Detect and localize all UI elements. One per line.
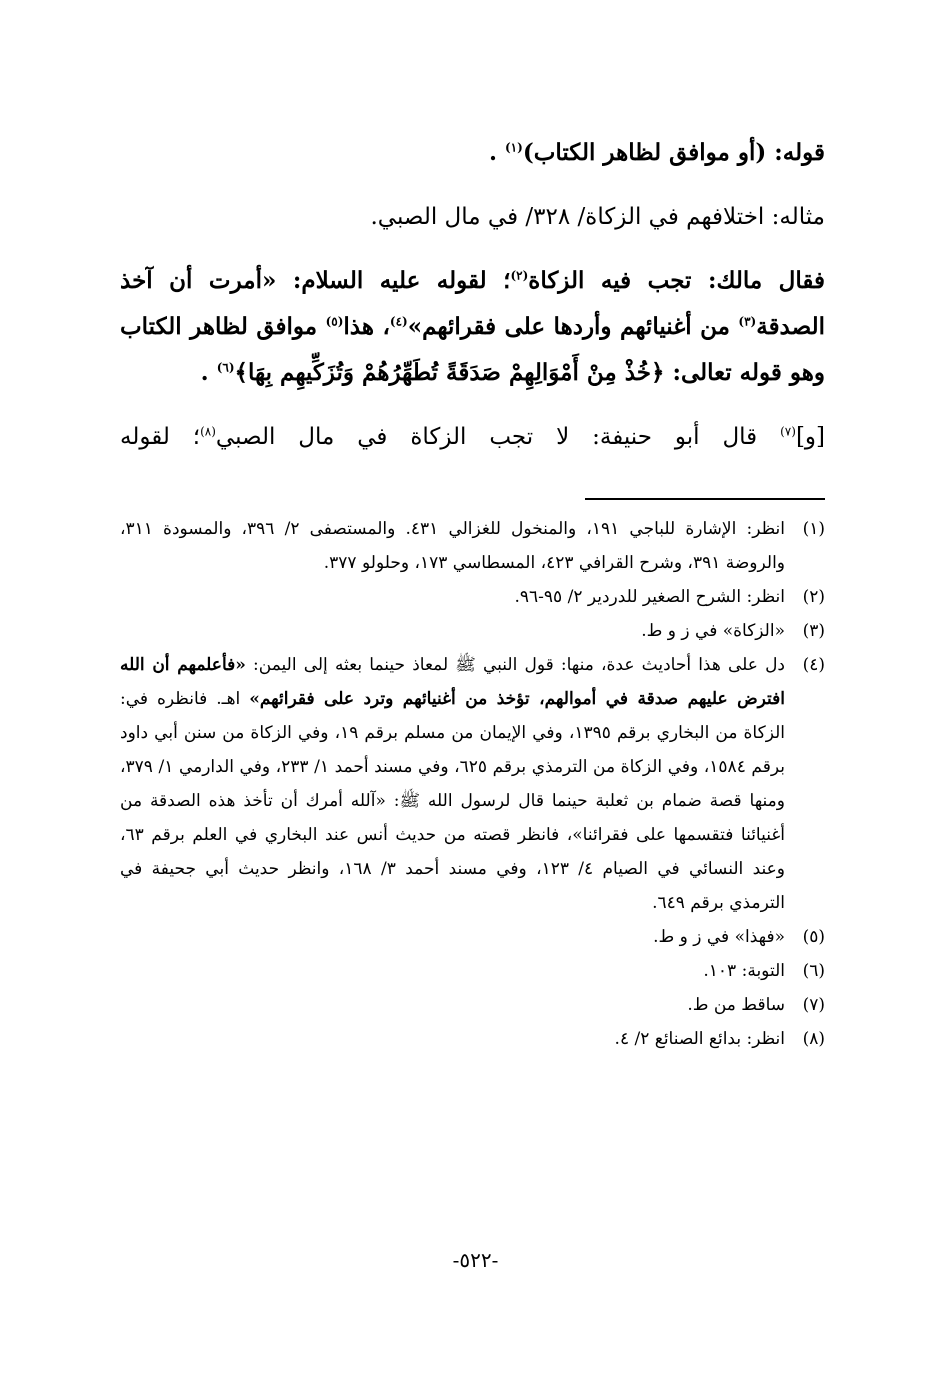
example-text: مثاله: اختلافهم في الزكاة/ ٣٢٨/ في مال الصبي. xyxy=(370,204,825,230)
footnote-2 xyxy=(120,580,825,614)
malik-text-b: ؛ لقوله عليه السلام: «أمرت أن آخذ الصدقة xyxy=(120,267,825,340)
footnote-text: انظر: الإشارة للباجي ١٩١، والمنخول للغزالي ٤٣١. والمستصفى ٢/ ٣٩٦، والمسودة ٣١١، والروضة ٣٩١، وشرح القرافي ٤٢٣، المسطاسي ١٧٣، وحلولو ٣٧٧. xyxy=(120,519,785,573)
footnote-number: (٨) xyxy=(802,1029,825,1049)
quran-verse: ﴿خُذْ مِنْ أَمْوَالِهِمْ صَدَقَةً تُطَهِّرُهُمْ وَتُزَكِّيهِم بِهَا﴾ xyxy=(234,359,665,386)
footnote-text: التوبة: ١٠٣. xyxy=(703,961,785,981)
footnote-text: ساقط من ط. xyxy=(687,995,785,1015)
malik-text-e: موافق لظاهر الكتاب وهو قوله تعالى: xyxy=(120,313,825,386)
malik-text-end: . xyxy=(200,359,217,386)
malik-text-d: ، هذا xyxy=(343,313,390,340)
paragraph-example xyxy=(120,194,825,240)
footnote-1 xyxy=(120,512,825,580)
footnote-number: (٣) xyxy=(802,621,825,641)
footnote-ref-2: (٢) xyxy=(510,268,529,283)
footnote-ref-8: (٨) xyxy=(200,424,216,439)
footnote-text: انظر: الشرح الصغير للدردير ٢/ ٩٥-٩٦. xyxy=(514,587,785,607)
footnote-ref-3: (٣) xyxy=(738,314,757,329)
quote-tail: . xyxy=(488,139,505,166)
hadith-quote: «فأعلمهم أن الله افترض عليهم صدقة في أموالهم، تؤخذ من أغنيائهم وترد على فقرائهم» xyxy=(120,655,786,709)
footnote-text: «فهذا» في ز و ط. xyxy=(653,927,785,947)
footnote-text: «الزكاة» في ز و ط. xyxy=(641,621,785,641)
footnote-number: (٦) xyxy=(802,961,825,981)
page-number: -٥٢٢- xyxy=(452,1248,499,1272)
footnote-4-text-b: اهـ. فانظره في: الزكاة من البخاري برقم ١٣٩٥، وفي الإيمان من مسلم برقم ١٩، وفي الزكاة من سنن أبي داود برقم ١٥٨٤، وفي الزكاة من الترمذي برقم ٦٢٥، وفي مسند أحمد ١/ ٢٣٣، وفي الدارمي ١/ ٣٧٩، ومنها قصة ضمام بن ثعلبة حينما قال لرسول الله ﷺ: «آلله أمرك أن تأخذ هذه الصدقة من أغنيائنا فتقسمها على فقرائنا»، فانظر قصته من حديث أنس عند البخاري في العلم برقم ٦٣، وعند النسائي في الصيام ٤/ ١٢٣، وفي مسند أحمد ٣/ ١٦٨، وانظر حديث أبي جحيفة في الترمذي برقم ٦٤٩. xyxy=(120,689,786,913)
footnote-number: (١) xyxy=(802,519,825,539)
abu-hanifa-text-c: ؛ لقوله xyxy=(120,424,201,450)
footnote-ref-1: (١) xyxy=(504,140,523,155)
malik-text-c: من أغنيائهم وأردها على فقرائهم» xyxy=(407,313,739,340)
footnote-3 xyxy=(120,614,825,648)
paragraph-quote xyxy=(120,130,825,176)
footnote-ref-6: (٦) xyxy=(216,360,235,375)
footnote-7 xyxy=(120,988,825,1022)
footnote-6 xyxy=(120,954,825,988)
quote-lead: قوله: xyxy=(766,139,825,166)
abu-hanifa-text-b: قال أبو حنيفة: لا تجب الزكاة في مال الصبي xyxy=(215,424,781,450)
footnote-text: انظر: بدائع الصنائع ٢/ ٤. xyxy=(614,1029,785,1049)
malik-text-a: فقال مالك: تجب فيه الزكاة xyxy=(528,267,825,294)
footnote-number: (٥) xyxy=(802,927,825,947)
footnote-number: (٢) xyxy=(802,587,825,607)
footnote-4-text-a: دل على هذا أحاديث عدة، منها: قول النبي ﷺ لمعاذ حينما بعثه إلى اليمن: xyxy=(245,655,785,675)
paragraph-abu-hanifa xyxy=(120,414,825,460)
paragraph-malik xyxy=(120,258,825,396)
footnote-4 xyxy=(120,648,825,920)
footnote-number: (٤) xyxy=(802,655,825,675)
footnote-text xyxy=(120,648,785,920)
abu-hanifa-text-a: [و] xyxy=(795,424,825,450)
footnotes xyxy=(120,512,825,1056)
footnote-ref-5: (٥) xyxy=(325,314,344,329)
footnote-number: (٧) xyxy=(802,995,825,1015)
footnote-5 xyxy=(120,920,825,954)
footnote-ref-7: (٧) xyxy=(780,424,796,439)
footnote-8 xyxy=(120,1022,825,1056)
footnote-separator xyxy=(585,498,825,500)
quote-text: (أو موافق لظاهر الكتاب) xyxy=(522,139,767,166)
main-text xyxy=(120,130,825,478)
footnote-ref-4: (٤) xyxy=(389,314,408,329)
